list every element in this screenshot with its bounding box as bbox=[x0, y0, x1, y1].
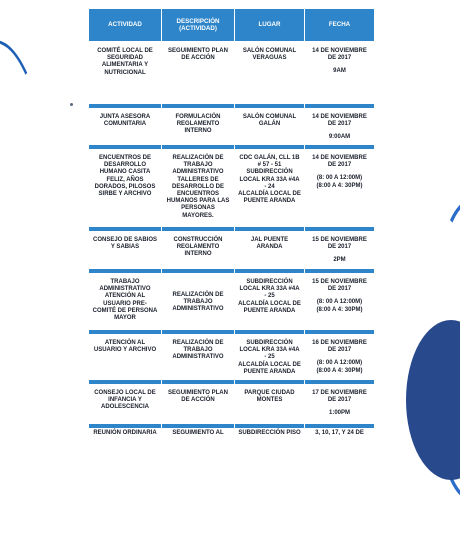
table-row bbox=[89, 273, 375, 330]
fecha-date: 17 DE NOVIEMBRE DE 2017 bbox=[312, 390, 367, 404]
cell-fecha bbox=[305, 384, 375, 424]
cell-lugar: SUBDIRECCIÓN LOCAL KRA 33A #4A - 25 ALCALDÍA LOCAL DE PUENTE ARANDA bbox=[235, 273, 305, 330]
cell-actividad: JUNTA ASESORA COMUNITARIA bbox=[89, 108, 162, 146]
decorative-shape-right bbox=[406, 320, 460, 480]
cell-lugar: PARQUE CIUDAD MONTES bbox=[235, 384, 305, 424]
cell-fecha bbox=[305, 334, 375, 380]
cell-lugar: CDC GALÁN, CLL 1B # 57 - 51 SUBDIRECCIÓN LOCAL KRA 33A #4A - 24 ALCALDÍA LOCAL DE PUENTE ARANDA bbox=[235, 149, 305, 227]
fecha-date: 14 DE NOVIEMBRE DE 2017 bbox=[312, 155, 367, 169]
agenda-table bbox=[88, 8, 375, 448]
cell-fecha bbox=[305, 149, 375, 227]
cell-descripcion: SEGUIMIENTO PLAN DE ACCIÓN bbox=[162, 384, 235, 424]
table-row bbox=[89, 42, 375, 104]
cell-actividad: COMITÉ LOCAL DE SEGURIDAD ALIMENTARIA Y NUTRICIONAL bbox=[89, 42, 162, 104]
cell-lugar: SUBDIRECCIÓN LOCAL KRA 33A #4A - 25 ALCALDÍA LOCAL DE PUENTE ARANDA bbox=[235, 334, 305, 380]
cell-fecha bbox=[305, 108, 375, 146]
fecha-hora: 1:00PM bbox=[328, 410, 350, 417]
cell-lugar: JAL PUENTE ARANDA bbox=[235, 231, 305, 269]
decorative-arc-left bbox=[0, 40, 60, 540]
fecha-date: 3, 10, 17, Y 24 DE bbox=[315, 430, 364, 437]
cell-descripcion: CONSTRUCCIÓN REGLAMENTO INTERNO bbox=[162, 231, 235, 269]
cell-actividad: REUNIÓN ORDINARIA bbox=[89, 428, 162, 448]
cell-fecha bbox=[305, 42, 375, 104]
fecha-date: 14 DE NOVIEMBRE DE 2017 bbox=[312, 48, 367, 62]
fecha-date: 16 DE NOVIEMBRE DE 2017 bbox=[312, 340, 367, 354]
fecha-hora: 9AM bbox=[333, 68, 346, 75]
cell-descripcion: REALIZACIÓN DE TRABAJO ADMINISTRATIVO TALLERES DE DESARROLLO DE ENCUENTROS HUMANOS PARA LAS PERSONAS MAYORES. bbox=[162, 149, 235, 227]
header-fecha: FECHA bbox=[305, 9, 375, 42]
cell-actividad: CONSEJO DE SABIOS Y SABIAS bbox=[89, 231, 162, 269]
header-lugar: LUGAR bbox=[235, 9, 305, 42]
cell-actividad: ENCUENTROS DE DESARROLLO HUMANO CASITA FELIZ, AÑOS DORADOS, PILOSOS SIRBE Y ARCHIVO bbox=[89, 149, 162, 227]
cell-lugar: SUBDIRECCIÓN PISO bbox=[235, 428, 305, 448]
cell-descripcion: SEGUIMIENTO PLAN DE ACCIÓN bbox=[162, 42, 235, 104]
cell-actividad: TRABAJO ADMINISTRATIVO ATENCIÓN AL USUARIO PRE- COMITÉ DE PERSONA MAYOR bbox=[89, 273, 162, 330]
table-row bbox=[89, 384, 375, 424]
cell-fecha bbox=[305, 231, 375, 269]
fecha-date: 14 DE NOVIEMBRE DE 2017 bbox=[312, 113, 367, 127]
cell-lugar: SALÓN COMUNAL VERAGUAS bbox=[235, 42, 305, 104]
decorative-dot bbox=[70, 103, 73, 106]
fecha-date: 15 DE NOVIEMBRE DE 2017 bbox=[312, 237, 367, 251]
cell-fecha bbox=[305, 428, 375, 448]
cell-lugar: SALÓN COMUNAL GALÁN bbox=[235, 108, 305, 146]
fecha-date: 15 DE NOVIEMBRE DE 2017 bbox=[312, 279, 367, 293]
cell-actividad: ATENCIÓN AL USUARIO Y ARCHIVO bbox=[89, 334, 162, 380]
cell-fecha bbox=[305, 273, 375, 330]
cell-descripcion: REALIZACIÓN DE TRABAJO ADMINISTRATIVO bbox=[162, 334, 235, 380]
fecha-hora: (8: 00 A 12:00M) (8:00 A 4: 30PM) bbox=[316, 299, 363, 313]
header-descripcion: DESCRIPCIÓN (ACTIVIDAD) bbox=[162, 9, 235, 42]
fecha-hora: (8: 00 A 12:00M) (8:00 A 4: 30PM) bbox=[316, 360, 363, 374]
fecha-hora: 2PM bbox=[333, 257, 346, 264]
fecha-hora: (8: 00 A 12:00M) (8:00 A 4: 30PM) bbox=[316, 175, 363, 189]
table-row bbox=[89, 231, 375, 269]
cell-descripcion: REALIZACIÓN DE TRABAJO ADMINISTRATIVO bbox=[162, 273, 235, 330]
table-row bbox=[89, 334, 375, 380]
fecha-hora: 9:00AM bbox=[328, 133, 351, 140]
cell-descripcion: FORMULACIÓN REGLAMENTO INTERNO bbox=[162, 108, 235, 146]
header-actividad: ACTIVIDAD bbox=[89, 9, 162, 42]
table-row bbox=[89, 428, 375, 448]
cell-actividad: CONSEJO LOCAL DE INFANCIA Y ADOLESCENCIA bbox=[89, 384, 162, 424]
table-header-row bbox=[89, 9, 375, 42]
table-row bbox=[89, 108, 375, 146]
cell-descripcion: SEGUIMIENTO AL bbox=[162, 428, 235, 448]
table-row bbox=[89, 149, 375, 227]
